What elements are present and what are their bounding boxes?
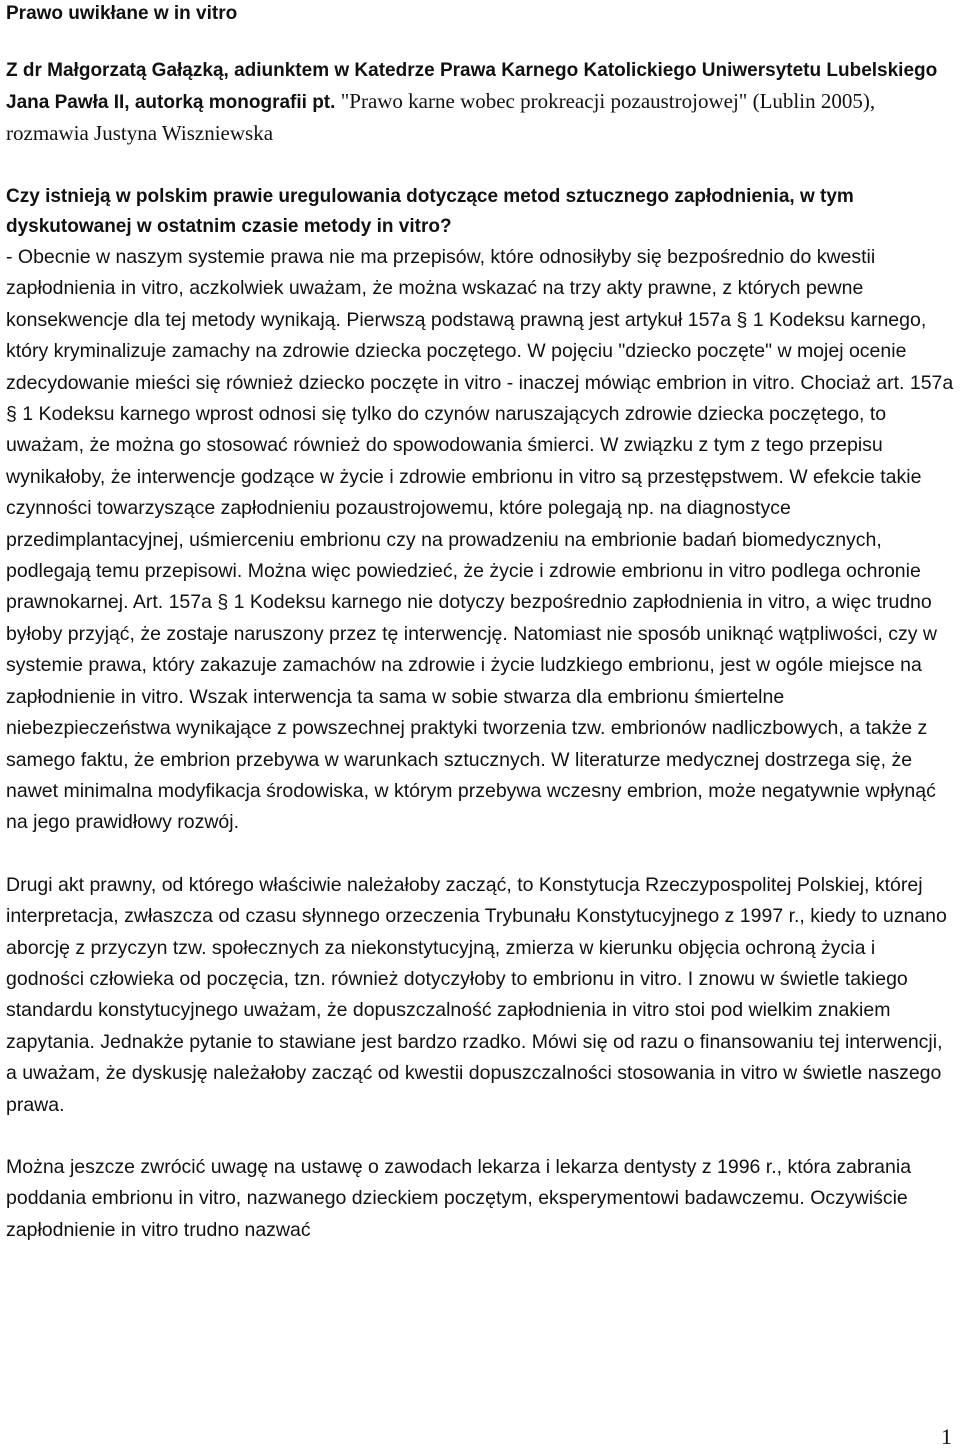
answer-paragraph-1: - Obecnie w naszym systemie prawa nie ma przepisów, które odnosiłyby się bezpośrednio do kwestii zapłodnienia in vitro, aczkolwiek uważam, że można wskazać na trzy akty prawne, z których pewne konsekwencje dla tej metody wynikają. Pierwszą podstawą prawną jest artykuł 157a § 1 Kodeksu karnego, który kryminalizuje zamachy na zdrowie dziecka poczętego. W pojęciu "dziecko poczęte" w mojej ocenie zdecydowanie mieści się również dziecko poczęte in vitro - inaczej mówiąc embrion in vitro. Chociaż art. 157a § 1 Kodeksu karnego wprost odnosi się tylko do czynów naruszających zdrowie dziecka poczętego, to uważam, że można go stosować również do spowodowania śmierci. W związku z tym z tego przepisu wynikałoby, że interwencje godzące w życie i zdrowie embrionu in vitro są przestępstwem. W efekcie takie czynności towarzyszące zapłodnieniu pozaustrojowemu, które polegają np. na diagnostyce przedimplantacyjnej, uśmierceniu embrionu czy na prowadzeniu na embrionie badań biomedycznych, podlegają temu przepisowi. Można więc powiedzieć, że życie i zdrowie embrionu in vitro podlega ochronie prawnokarnej. Art. 157a § 1 Kodeksu karnego nie dotyczy bezpośrednio zapłodnienia in vitro, a więc trudno byłoby przyjąć, że zostaje naruszony przez tę interwencję. Natomiast nie sposób uniknąć wątpliwości, czy w systemie prawa, który zakazuje zamachów na zdrowie i życie ludzkiego embrionu, jest w ogóle miejsce na zapłodnienie in vitro. Wszak interwencja ta sama w sobie stwarza dla embrionu śmiertelne niebezpieczeństwa wynikające z powszechnej praktyki tworzenia tzw. embrionów nadliczbowych, a także z samego faktu, że embrion przebywa w warunkach sztucznych. W literaturze medycznej dostrzega się, że nawet minimalna modyfikacja środowiska, w którym przebywa wczesny embrion, może negatywnie wpłynąć na jego prawidłowy rozwój. [6,246,954,834]
document-page [6,0,954,1246]
answer-paragraph-3: Można jeszcze zwrócić uwagę na ustawę o zawodach lekarza i lekarza dentysty z 1996 r., która zabrania poddania embrionu in vitro, nazwanego dzieckiem poczętym, eksperymentowi badawczemu. Oczywiście zapłodnienie in vitro trudno nazwać [6,1155,912,1241]
document-title: Prawo uwikłane w in vitro [6,3,238,24]
intro-text-part2: "Prawo karne wobec prokreacji pozaustrojowej" (Lublin 2005), rozmawia Justyna Wiszniewska [6,89,876,145]
answer-paragraph-2: Drugi akt prawny, od którego właściwie należałoby zacząć, to Konstytucja Rzeczypospolitej Polskiej, której interpretacja, zwłaszcza od czasu słynnego orzeczenia Trybunału Konstytucyjnego z 1997 r., kiedy to uznano aborcję z przyczyn tzw. społecznych za niekonstytucyjną, zmierza w kierunku objęcia ochroną życia i godności człowieka od poczęcia, tzn. również dotyczyłoby to embrionu in vitro. I znowu w świetle takiego standardu konstytucyjnego uważam, że dopuszczalność zapłodnienia in vitro stoi pod wielkim znakiem zapytania. Jednakże pytanie to stawiane jest bardzo rzadko. Mówi się od razu o finansowaniu tej interwencji, a uważam, że dyskusję należałoby zacząć od kwestii dopuszczalności stosowania in vitro w świetle naszego prawa. [6,873,947,1116]
interview-intro [6,56,954,150]
interview-question: Czy istnieją w polskim prawie uregulowania dotyczące metod sztucznego zapłodnienia, w tym dyskutowanej w ostatnim czasie metody in vitro? [6,186,854,237]
intro-text-part1: Z dr Małgorzatą Gałązką, adiunktem w Katedrze Prawa Karnego Katolickiego Uniwersytetu Lubelskiego Jana Pawła II, autorką monografii pt. [6,60,938,113]
page-number: 1 [941,1424,952,1449]
